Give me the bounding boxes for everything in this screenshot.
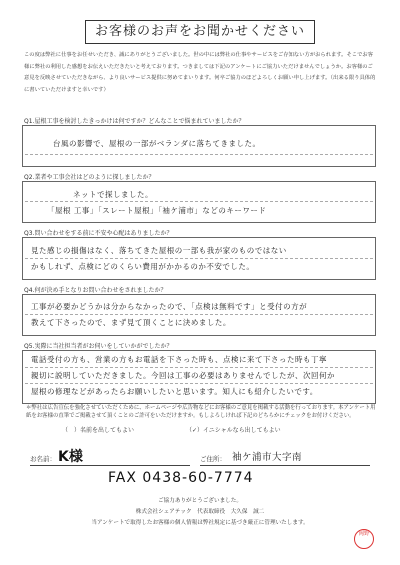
page-title: お客様のお声をお聞かせください: [85, 20, 315, 44]
q3-answer-box[interactable]: [22, 237, 376, 280]
permit-option-initial[interactable]: （✓）イニシャルなら出してもよい: [186, 427, 281, 434]
q2-answer-line2: 「屋根 工事」「スレート屋根」「袖ケ浦市」などのキーワード: [47, 206, 267, 215]
seal-stamp: 岡野: [354, 529, 374, 549]
thanks-text: ご協力ありがとうございました。: [158, 498, 242, 504]
q5-rule-2: [25, 383, 373, 384]
q3-label: Q3.問い合わせをする前に不安や心配はありましたか？: [24, 230, 173, 237]
name-value: K様: [58, 449, 83, 465]
name-label: お名前：: [30, 455, 56, 463]
privacy-text: 当アンケートで取得したお客様の個人情報は弊社規定に基づき厳正に管理いたします。: [91, 520, 309, 526]
q3-rule: [25, 258, 373, 259]
name-line: [30, 465, 190, 466]
q3-answer-line1: 見た感じの損傷はなく、落ちてきた屋根の一部も我が家のものではない: [31, 246, 287, 255]
company-text: 株式会社シェアテック 代表取締役 大久保 誠二: [135, 509, 265, 515]
q4-answer-line2: 教えて下さったので、まず見て頂くことに決めました。: [31, 318, 231, 327]
intro-text: この度は弊社に仕事をお任せいただき、誠にありがとうございました。世の中には弊社の仕事やサービスをご存知ない方がおられます。そこでお客様に弊社の利用した感想をお伝えいただきたいと考えております。つきましては下記のアンケートにご協力いただけませんでしょうか。お客様のご意見を反映させていただきながら、より良いサービス提供に努めてまいります。何卒ご協力のほどよろしくお願い申し上げます。（出来る限り具体的に書いていただけますと幸いです）: [24, 52, 376, 93]
q1-rule: [25, 154, 373, 155]
q2-answer-line1: ネットで探しました。: [73, 190, 153, 199]
q4-rule: [25, 314, 373, 315]
notes-text: ＊弊社は広告宣伝を強化させていただくために、ホームページや広告物などにお客様のご意見を掲載する活動を行っております。本アンケート用紙をお客様の直筆でご掲載させて頂くことのご許可をいただけますか。もしよろしければ下記のどちらかにチェックをお付けください。: [26, 405, 376, 419]
q5-rule-1: [25, 367, 373, 368]
q5-answer-box[interactable]: [22, 350, 376, 404]
q5-answer-line1: 電話受付の方も、営業の方もお電話を下さった時も、点検に来て下さった時も丁寧: [31, 355, 327, 364]
address-label: ご住所：: [200, 455, 226, 463]
q4-answer-line1: 工事が必要かどうかは分からなかったので、「点検は無料です」と受付の方が: [31, 302, 308, 311]
q1-prefix: Q1.: [24, 118, 35, 125]
q1-answer-box[interactable]: [22, 125, 376, 167]
address-value: 袖ケ浦市大字南: [232, 452, 303, 463]
q2-label: Q2.業者や工事会社はどのように探しましたか？: [24, 174, 155, 181]
q1-label: [24, 116, 244, 125]
fax-number: FAX 0438-60-7774: [108, 470, 254, 486]
q5-answer-line2: 親切に説明していただきました。今回は工事の必要はありませんでしたが、次回何か: [31, 371, 335, 380]
address-line: [200, 465, 370, 466]
q2-rule: [25, 201, 373, 202]
q1-label-text: を検討したきっかけは何ですか？どんなことで悩まれていましたか？: [58, 118, 245, 125]
q1-highlight: 屋根工事: [34, 118, 59, 125]
q1-answer: 台風の影響で、屋根の一部がベランダに落ちてきました。: [53, 139, 261, 148]
q5-answer-line3: 屋根の修理などがあったらお願いしたいと思います。知人にも紹介したいです。: [31, 387, 318, 396]
q2-answer-box[interactable]: [22, 181, 376, 223]
q4-answer-box[interactable]: [22, 294, 376, 336]
q4-label: Q4.何が決め手となりお問い合わせをされましたか？: [24, 287, 167, 294]
permit-option-name[interactable]: （ ）名前を出してもよい: [62, 427, 135, 434]
q5-label: Q5.実際に当社担当者がお伺いをしていかがでしたか？: [24, 343, 173, 350]
q3-answer-line2: かもしれず、点検にどのくらい費用がかかるのか不安でした。: [31, 262, 255, 271]
